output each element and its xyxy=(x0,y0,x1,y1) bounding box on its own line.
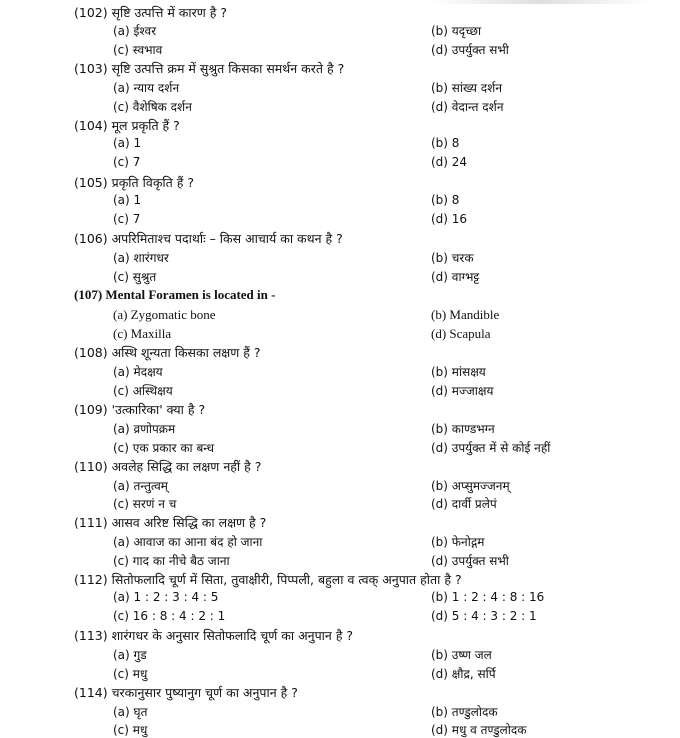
option-114-d: (d) मधु व तण्डुलोदक xyxy=(431,723,527,737)
option-105-d: (d) 16 xyxy=(431,212,468,226)
option-110-d: (d) दार्वी प्रलेपं xyxy=(431,497,497,511)
option-109-d: (d) उपर्युक्त में से कोई नहीं xyxy=(431,441,551,455)
option-106-b: (b) चरक xyxy=(431,251,474,265)
option-102-a: (a) ईश्वर xyxy=(113,24,157,38)
option-112-c: (c) 16 : 8 : 4 : 2 : 1 xyxy=(113,609,226,623)
question-102: (102) सृष्टि उत्पत्ति में कारण है ? xyxy=(74,5,227,20)
question-114: (114) चरकानुसार पुष्यानुग चूर्ण का अनुपान है ? xyxy=(74,685,298,700)
option-105-b: (b) 8 xyxy=(431,193,460,207)
option-108-b: (b) मांसक्षय xyxy=(431,365,486,379)
option-109-b: (b) काण्डभग्न xyxy=(431,422,495,436)
option-104-a: (a) 1 xyxy=(113,136,142,150)
option-110-b: (b) अप्सुमज्जनम् xyxy=(431,479,510,493)
question-110: (110) अवलेह सिद्धि का लक्षण नहीं है ? xyxy=(74,459,262,474)
option-104-d: (d) 24 xyxy=(431,155,468,169)
question-106: (106) अपरिमिताश्च पदार्थाः – किस आचार्य का कथन है ? xyxy=(74,231,343,246)
option-111-b: (b) फेनोद्गम xyxy=(431,535,485,549)
option-110-c: (c) सरणं न च xyxy=(113,497,177,511)
option-107-b: (b) Mandible xyxy=(431,307,500,322)
option-102-c: (c) स्वभाव xyxy=(113,43,163,57)
option-107-d: (d) Scapula xyxy=(431,326,491,341)
option-105-a: (a) 1 xyxy=(113,193,142,207)
question-105: (105) प्रकृति विकृति हैं ? xyxy=(74,175,195,190)
option-113-c: (c) मधु xyxy=(113,667,148,681)
option-103-a: (a) न्याय दर्शन xyxy=(113,81,180,95)
option-109-a: (a) व्रणोपक्रम xyxy=(113,422,176,436)
option-114-c: (c) मधु xyxy=(113,723,148,737)
option-108-d: (d) मज्जाक्षय xyxy=(431,384,494,398)
option-104-b: (b) 8 xyxy=(431,136,460,150)
option-105-c: (c) 7 xyxy=(113,212,141,226)
option-108-c: (c) अस्थिक्षय xyxy=(113,384,173,398)
option-102-d: (d) उपर्युक्त सभी xyxy=(431,43,509,57)
question-113: (113) शारंगधर के अनुसार सितोफलादि चूर्ण का अनुपान है ? xyxy=(74,628,354,643)
option-106-d: (d) वाग्भट्ट xyxy=(431,270,480,284)
option-104-c: (c) 7 xyxy=(113,155,141,169)
question-111: (111) आसव अरिष्ट सिद्धि का लक्षण है ? xyxy=(74,515,267,530)
option-112-b: (b) 1 : 2 : 4 : 8 : 16 xyxy=(431,590,545,604)
option-107-c: (c) Maxilla xyxy=(113,326,172,341)
option-114-b: (b) तण्डुलोदक xyxy=(431,705,498,719)
header-fade xyxy=(430,0,650,4)
question-108: (108) अस्थि शून्यता किसका लक्षण हैं ? xyxy=(74,345,261,360)
question-103: (103) सृष्टि उत्पत्ति क्रम में सुश्रुत किसका समर्थन करते है ? xyxy=(74,61,345,76)
option-106-a: (a) शारंगधर xyxy=(113,251,169,265)
option-113-d: (d) क्षौद्र, सर्पि xyxy=(431,667,496,681)
option-106-c: (c) सुश्रुत xyxy=(113,270,157,284)
question-104: (104) मूल प्रकृति हैं ? xyxy=(74,118,180,133)
option-112-d: (d) 5 : 4 : 3 : 2 : 1 xyxy=(431,609,537,623)
question-107: (107) Mental Foramen is located in - xyxy=(74,287,276,302)
option-114-a: (a) घृत xyxy=(113,705,148,719)
option-111-c: (c) गाद का नीचे बैठ जाना xyxy=(113,554,230,568)
option-108-a: (a) मेदक्षय xyxy=(113,365,163,379)
option-113-b: (b) उष्ण जल xyxy=(431,648,492,662)
option-112-a: (a) 1 : 2 : 3 : 4 : 5 xyxy=(113,590,219,604)
question-112: (112) सितोफलादि चूर्ण में सिता, तुवाक्षीरी, पिप्पली, बहुला व त्वक् अनुपात होता है ? xyxy=(74,572,462,587)
option-103-d: (d) वेदान्त दर्शन xyxy=(431,100,504,114)
option-111-a: (a) आवाज का आना बंद हो जाना xyxy=(113,535,263,549)
option-103-c: (c) वैशेषिक दर्शन xyxy=(113,100,192,114)
option-110-a: (a) तन्तुत्वम् xyxy=(113,479,168,493)
option-103-b: (b) सांख्य दर्शन xyxy=(431,81,503,95)
option-109-c: (c) एक प्रकार का बन्ध xyxy=(113,441,215,455)
option-111-d: (d) उपर्युक्त सभी xyxy=(431,554,509,568)
question-109: (109) 'उत्कारिका' क्या है ? xyxy=(74,402,206,417)
option-102-b: (b) यदृच्छा xyxy=(431,24,482,38)
option-113-a: (a) गुड xyxy=(113,648,147,662)
option-107-a: (a) Zygomatic bone xyxy=(113,307,216,322)
